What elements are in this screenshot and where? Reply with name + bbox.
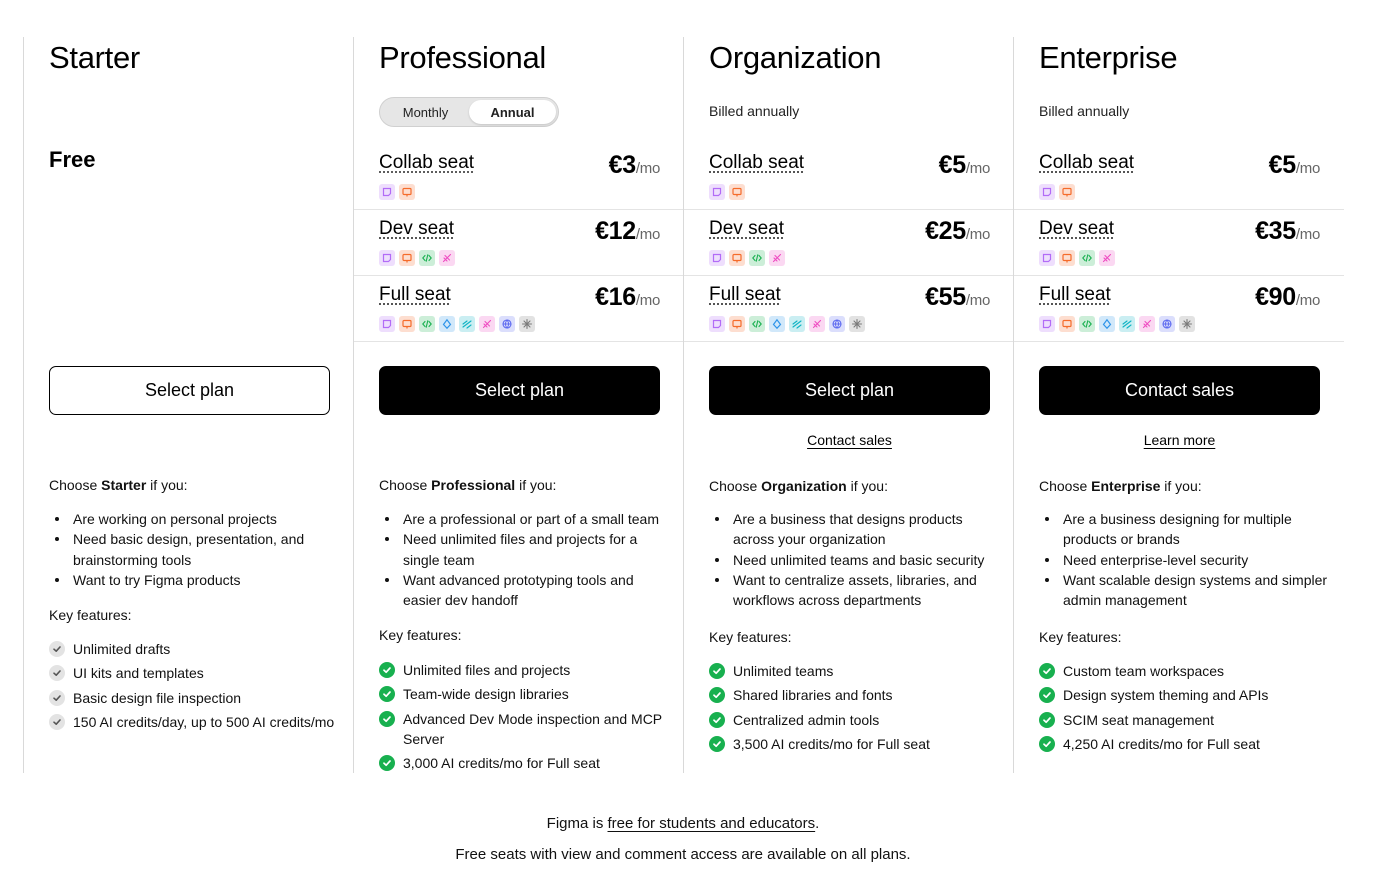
feature-text: Basic design file inspection — [73, 689, 242, 706]
check-icon — [379, 662, 395, 678]
bullet-item: Are a business that designs products across your organization — [709, 509, 999, 550]
sites-icon — [1159, 316, 1175, 332]
feature-text: Shared libraries and fonts — [733, 687, 893, 704]
seat-price: €5/mo — [1268, 151, 1320, 179]
seat-row-collab — [684, 144, 1014, 210]
design-icon — [1179, 316, 1195, 332]
product-icons — [709, 250, 785, 266]
seat-row-dev — [354, 210, 684, 276]
contact-sales-link-wrap — [709, 432, 990, 448]
bullet-item: Need unlimited teams and basic security — [709, 550, 999, 570]
feature-item — [1039, 734, 1329, 754]
product-icons — [1039, 316, 1195, 332]
feature-list — [1039, 661, 1329, 758]
toggle-annual[interactable]: Annual — [469, 100, 556, 124]
contact-sales-link[interactable]: Contact sales — [807, 432, 892, 448]
billed-note: Billed annually — [709, 103, 800, 119]
bullet-item: Need enterprise-level security — [1039, 550, 1329, 570]
bullet-item: Are working on personal projects — [49, 509, 339, 529]
sites-icon — [829, 316, 845, 332]
feature-item — [1039, 685, 1329, 705]
plan-enterprise — [1013, 37, 1343, 773]
feature-item — [49, 712, 339, 732]
free-seats-note: Free seats with view and comment access are available on all plans. — [455, 846, 911, 863]
product-icons — [1039, 250, 1115, 266]
draw-icon — [1099, 316, 1115, 332]
feature-text: Design system theming and APIs — [1063, 687, 1269, 704]
feature-item — [709, 661, 999, 681]
seat-name[interactable]: Dev seat — [379, 218, 454, 239]
feature-item — [709, 685, 999, 705]
feature-text: Custom team workspaces — [1063, 663, 1225, 679]
seat-row-dev — [684, 210, 1014, 276]
seat-row-collab — [354, 144, 684, 210]
dev-mode-icon — [419, 250, 435, 266]
check-icon — [709, 712, 725, 728]
make-icon — [1139, 316, 1155, 332]
dev-mode-icon — [419, 316, 435, 332]
bullet-item: Want scalable design systems and simpler admin management — [1039, 570, 1329, 611]
seat-price: €16/mo — [595, 283, 660, 311]
plan-title: Starter — [49, 40, 140, 75]
feature-text: 3,000 AI credits/mo for Full seat — [403, 754, 600, 771]
check-icon — [379, 755, 395, 771]
seat-row-dev — [1014, 210, 1344, 276]
seat-price: €90/mo — [1255, 283, 1320, 311]
seat-row-full — [354, 276, 684, 342]
key-features-label: Key features: — [1039, 629, 1122, 645]
product-icons — [709, 184, 745, 200]
feature-text: UI kits and templates — [73, 665, 204, 682]
check-icon — [1039, 736, 1055, 752]
figjam-icon — [709, 184, 725, 200]
slides-icon — [399, 316, 415, 332]
seat-name[interactable]: Collab seat — [379, 152, 475, 173]
feature-text: Centralized admin tools — [733, 711, 880, 728]
plan-bullets — [49, 509, 339, 590]
choose-heading: Choose Organization if you: — [709, 478, 888, 494]
learn-more-link-wrap — [1039, 432, 1320, 448]
plan-title: Organization — [709, 40, 882, 75]
slides-icon — [399, 184, 415, 200]
design-icon — [519, 316, 535, 332]
check-icon — [49, 665, 65, 681]
feature-list — [709, 661, 999, 758]
choose-heading: Choose Starter if you: — [49, 477, 188, 493]
make-icon — [769, 250, 785, 266]
check-icon — [49, 641, 65, 657]
check-icon — [379, 686, 395, 702]
product-icons — [709, 316, 865, 332]
bullet-item: Need unlimited files and projects for a single team — [379, 529, 669, 570]
feature-item — [49, 663, 339, 683]
select-plan-button[interactable]: Select plan — [49, 366, 330, 415]
figjam-icon — [379, 184, 395, 200]
check-icon — [1039, 712, 1055, 728]
dev-mode-icon — [749, 250, 765, 266]
feature-item — [379, 753, 669, 773]
feature-text: 4,250 AI credits/mo for Full seat — [1063, 735, 1260, 752]
seat-row-full — [684, 276, 1014, 342]
plan-starter — [23, 37, 353, 773]
figjam-icon — [379, 250, 395, 266]
draw-icon — [769, 316, 785, 332]
feature-list — [49, 639, 339, 736]
seat-price: €55/mo — [925, 283, 990, 311]
toggle-monthly[interactable]: Monthly — [402, 104, 449, 120]
billing-toggle[interactable] — [379, 97, 559, 127]
plan-title: Professional — [379, 40, 546, 75]
check-icon — [379, 711, 395, 727]
check-icon — [49, 714, 65, 730]
figjam-icon — [709, 250, 725, 266]
feature-text: 150 AI credits/day, up to 500 AI credits/mo — [73, 713, 335, 730]
figjam-icon — [379, 316, 395, 332]
design-icon — [849, 316, 865, 332]
feature-item — [1039, 661, 1329, 681]
plan-organization — [683, 37, 1013, 773]
buzz-icon — [459, 316, 475, 332]
seat-name[interactable]: Collab seat — [709, 152, 805, 173]
seat-name[interactable]: Full seat — [379, 284, 451, 305]
feature-text: Unlimited drafts — [73, 641, 171, 657]
key-features-label: Key features: — [709, 629, 792, 645]
seat-price: €25/mo — [925, 217, 990, 245]
draw-icon — [439, 316, 455, 332]
slides-icon — [1059, 316, 1075, 332]
key-features-label: Key features: — [49, 607, 132, 623]
students-note: Figma is free for students and educators. — [546, 815, 820, 832]
slides-icon — [1059, 250, 1075, 266]
check-icon — [709, 736, 725, 752]
bullet-item: Want to try Figma products — [49, 570, 339, 590]
seat-price: €5/mo — [938, 151, 990, 179]
seat-name[interactable]: Collab seat — [1039, 152, 1135, 173]
feature-text: Team-wide design libraries — [403, 686, 569, 703]
seat-row-full — [1014, 276, 1344, 342]
plan-price-free: Free — [49, 147, 96, 172]
feature-item — [1039, 710, 1329, 730]
product-icons — [379, 250, 455, 266]
check-icon — [49, 690, 65, 706]
check-icon — [709, 663, 725, 679]
buzz-icon — [1119, 316, 1135, 332]
feature-item — [709, 710, 999, 730]
feature-text: Unlimited files and projects — [403, 662, 571, 678]
slides-icon — [729, 316, 745, 332]
bullet-item: Want advanced prototyping tools and easier dev handoff — [379, 570, 669, 611]
figjam-icon — [1039, 250, 1055, 266]
product-icons — [379, 316, 535, 332]
choose-heading: Choose Professional if you: — [379, 477, 557, 493]
plan-bullets — [1039, 509, 1329, 610]
seat-price: €35/mo — [1255, 217, 1320, 245]
buzz-icon — [789, 316, 805, 332]
plan-title: Enterprise — [1039, 40, 1178, 75]
feature-text: SCIM seat management — [1063, 711, 1214, 728]
bullet-item: Are a professional or part of a small team — [379, 509, 669, 529]
check-icon — [1039, 687, 1055, 703]
feature-text: 3,500 AI credits/mo for Full seat — [733, 735, 930, 752]
dev-mode-icon — [1079, 316, 1095, 332]
seat-price: €3/mo — [608, 151, 660, 179]
figjam-icon — [1039, 316, 1055, 332]
seat-name[interactable]: Full seat — [1039, 284, 1111, 305]
feature-text: Advanced Dev Mode inspection and MCP Server — [403, 710, 662, 747]
feature-text: Unlimited teams — [733, 663, 834, 679]
sites-icon — [499, 316, 515, 332]
dev-mode-icon — [1079, 250, 1095, 266]
seat-name[interactable]: Full seat — [709, 284, 781, 305]
plan-bullets — [379, 509, 669, 610]
product-icons — [379, 184, 415, 200]
billed-note: Billed annually — [1039, 103, 1130, 119]
bullet-item: Need basic design, presentation, and brainstorming tools — [49, 529, 339, 570]
figjam-icon — [709, 316, 725, 332]
select-plan-button[interactable]: Select plan — [709, 366, 990, 415]
bullet-item: Are a business designing for multiple products or brands — [1039, 509, 1329, 550]
slides-icon — [399, 250, 415, 266]
seat-price: €12/mo — [595, 217, 660, 245]
plan-professional — [353, 37, 683, 773]
check-icon — [709, 687, 725, 703]
check-icon — [1039, 663, 1055, 679]
learn-more-link[interactable]: Learn more — [1143, 432, 1216, 448]
slides-icon — [729, 184, 745, 200]
feature-item — [49, 639, 339, 659]
contact-sales-button[interactable]: Contact sales — [1039, 366, 1320, 415]
plan-bullets — [709, 509, 999, 610]
seat-name[interactable]: Dev seat — [1039, 218, 1114, 239]
slides-icon — [1059, 184, 1075, 200]
make-icon — [439, 250, 455, 266]
dev-mode-icon — [749, 316, 765, 332]
seat-name[interactable]: Dev seat — [709, 218, 784, 239]
figjam-icon — [1039, 184, 1055, 200]
key-features-label: Key features: — [379, 627, 462, 643]
product-icons — [1039, 184, 1075, 200]
feature-item — [379, 684, 669, 704]
choose-heading: Choose Enterprise if you: — [1039, 478, 1202, 494]
seat-row-collab — [1014, 144, 1344, 210]
select-plan-button[interactable]: Select plan — [379, 366, 660, 415]
feature-item — [379, 660, 669, 680]
feature-item — [709, 734, 999, 754]
make-icon — [809, 316, 825, 332]
feature-item — [49, 688, 339, 708]
slides-icon — [729, 250, 745, 266]
bullet-item: Want to centralize assets, libraries, and workflows across departments — [709, 570, 999, 611]
feature-list — [379, 660, 669, 777]
make-icon — [479, 316, 495, 332]
feature-item — [379, 709, 669, 749]
make-icon — [1099, 250, 1115, 266]
pricing-plans — [23, 37, 1343, 773]
students-educators-link[interactable]: free for students and educators — [607, 815, 816, 832]
